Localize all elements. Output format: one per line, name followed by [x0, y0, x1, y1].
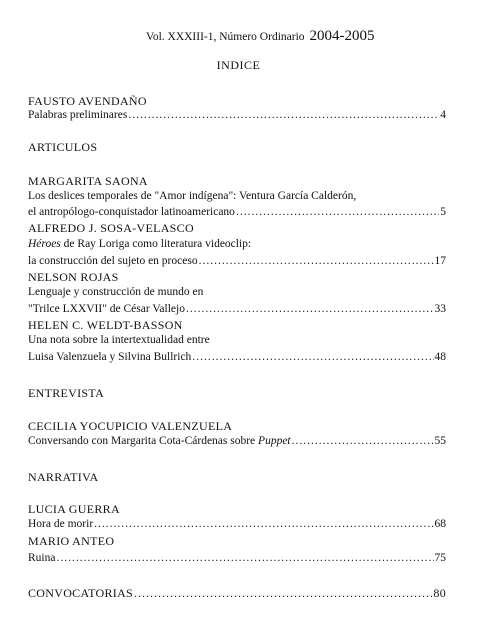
page-title: INDICE [216, 58, 261, 72]
dot-leader [128, 109, 439, 121]
dot-leader [94, 518, 433, 530]
entry-title: el antropólogo-conquistador latinoamericano [28, 206, 235, 218]
toc-entry-ruina[interactable] [28, 552, 446, 564]
volume-label: Vol. XXXIII-1, Número Ordinario [146, 31, 305, 43]
toc-entry-convocatorias[interactable] [28, 586, 446, 601]
toc-entry-yocupicio[interactable] [28, 435, 446, 447]
toc-entry-weldt-basson[interactable] [28, 351, 446, 363]
section-heading-narrativa: NARRATIVA [28, 470, 99, 484]
author-mario-anteo: MARIO ANTEO [28, 534, 115, 548]
italic-title: Héroes [28, 238, 61, 250]
author-nelson-rojas: NELSON ROJAS [28, 270, 119, 284]
section-heading-entrevista: ENTREVISTA [28, 386, 105, 400]
entry-title-line [28, 238, 251, 250]
dot-leader [236, 206, 439, 218]
author-cecilia-yocupicio: CECILIA YOCUPICIO VALENZUELA [28, 419, 233, 433]
entry-title-line: Lenguaje y construcción de mundo en [28, 286, 204, 298]
entry-title-line: Los deslices temporales de "Amor indígena": Ventura García Calderón, [28, 190, 357, 202]
dot-leader [56, 552, 433, 564]
dot-leader [199, 255, 434, 267]
volume-header [146, 28, 375, 45]
page-number: 68 [434, 518, 446, 530]
toc-entry-saona[interactable] [28, 206, 446, 218]
author-helen-weldt-basson: HELEN C. WELDT-BASSON [28, 318, 183, 332]
entry-title: Hora de morir [28, 518, 94, 530]
title-rest: de Ray Loriga como literatura videoclip: [60, 238, 252, 250]
toc-entry-palabras-preliminares[interactable] [28, 109, 446, 121]
page-number: 4 [440, 109, 446, 121]
entry-title: Ruina [28, 552, 56, 564]
page-number: 75 [434, 552, 446, 564]
dot-leader [134, 586, 432, 601]
entry-title-line: Una nota sobre la intertextualidad entre [28, 334, 210, 346]
page-number: 17 [434, 255, 446, 267]
author-alfredo-sosa-velasco: ALFREDO J. SOSA-VELASCO [28, 221, 194, 235]
page-number: 5 [440, 206, 446, 218]
entry-title: la construcción del sujeto en proceso [28, 255, 198, 267]
entry-title: Palabras preliminares [28, 109, 128, 121]
page-number: 48 [434, 351, 446, 363]
entry-title [28, 435, 291, 447]
author-margarita-saona: MARGARITA SAONA [28, 174, 148, 188]
author-fausto-avendano: FAUSTO AVENDAÑO [28, 94, 147, 108]
toc-entry-sosa-velasco[interactable] [28, 255, 446, 267]
toc-entry-rojas[interactable] [28, 303, 446, 315]
dot-leader [186, 303, 434, 315]
page-number: 33 [434, 303, 446, 315]
title-start: Conversando con Margarita Cota-Cárdenas sobre [28, 435, 259, 447]
page-number: 55 [434, 435, 446, 447]
dot-leader [192, 351, 433, 363]
section-heading-articulos: ARTICULOS [28, 140, 98, 154]
entry-title: "Trilce LXXVII" de César Vallejo [28, 303, 185, 315]
author-lucia-guerra: LUCIA GUERRA [28, 502, 120, 516]
year-label: 2004-2005 [309, 28, 375, 44]
entry-title: Luisa Valenzuela y Silvina Bullrich [28, 351, 192, 363]
page-number: 80 [433, 586, 446, 600]
entry-title: CONVOCATORIAS [28, 586, 134, 600]
italic-title: Puppet [258, 435, 291, 447]
dot-leader [292, 435, 434, 447]
toc-entry-hora-de-morir[interactable] [28, 518, 446, 530]
